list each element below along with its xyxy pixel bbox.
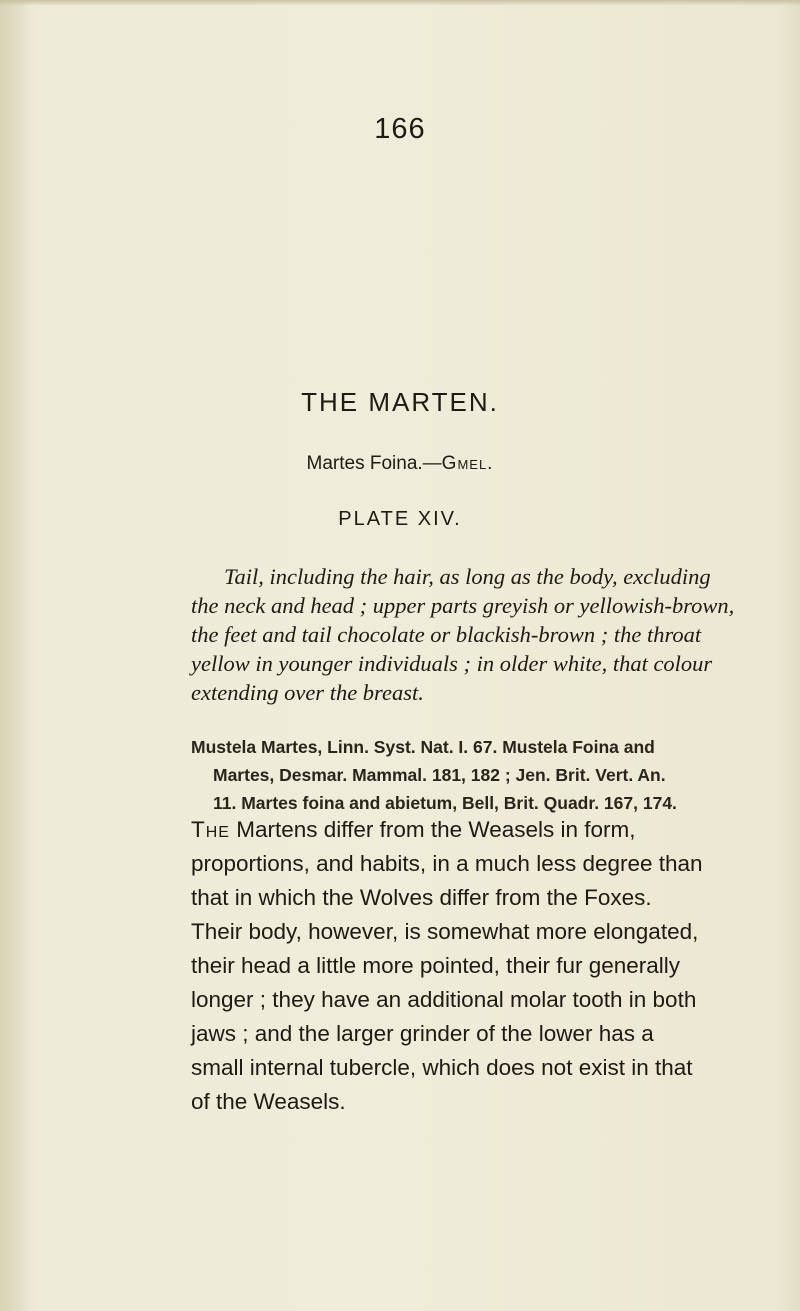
page-top-edge <box>0 0 800 6</box>
body-line: that in which the Wolves differ from the Foxes. <box>191 885 652 910</box>
description-line: extending over the breast. <box>191 680 424 705</box>
body-line: proportions, and habits, in a much less degree than <box>191 851 703 876</box>
synonym-line: Martes, Desmar. Mammal. 181, 182 ; Jen. Brit. Vert. An. <box>213 765 666 785</box>
page-left-edge <box>0 0 30 1311</box>
page-number: 166 <box>374 113 426 145</box>
body-line: small internal tubercle, which does not exist in that <box>191 1055 693 1080</box>
species-binomial: Martes Foina. <box>306 453 423 474</box>
body-line <box>191 813 781 847</box>
description-line: yellow in younger individuals ; in older white, that colour <box>191 651 713 676</box>
body-line: of the Weasels. <box>191 1089 346 1114</box>
chapter-title: THE MARTEN. <box>301 387 499 417</box>
body-line: Their body, however, is somewhat more elongated, <box>191 919 699 944</box>
synonym-line: 11. Martes foina and abietum, Bell, Brit. Quadr. 167, 174. <box>213 793 677 813</box>
body-line: longer ; they have an additional molar tooth in both <box>191 987 697 1012</box>
plate-reference: PLATE XIV. <box>338 508 462 530</box>
description-line: the feet and tail chocolate or blackish-brown ; the throat <box>191 622 702 647</box>
body-first-line-rest: Martens differ from the Weasels in form, <box>229 817 636 842</box>
synonymy-references <box>191 733 771 817</box>
body-first-word: The <box>191 817 230 842</box>
species-separator: — <box>422 453 442 474</box>
body-line: jaws ; and the larger grinder of the lower has a <box>191 1021 654 1046</box>
synonym-line: Mustela Martes, Linn. Syst. Nat. I. 67. Mustela Foina and <box>191 737 655 757</box>
description-line: Tail, including the hair, as long as the body, excluding <box>224 564 711 589</box>
body-paragraph <box>191 813 781 1119</box>
species-description <box>191 562 771 707</box>
body-line: their head a little more pointed, their fur generally <box>191 953 681 978</box>
description-line: the neck and head ; upper parts greyish or yellowish-brown, <box>191 593 735 618</box>
species-name <box>0 453 800 475</box>
species-author: Gmel. <box>441 453 494 474</box>
